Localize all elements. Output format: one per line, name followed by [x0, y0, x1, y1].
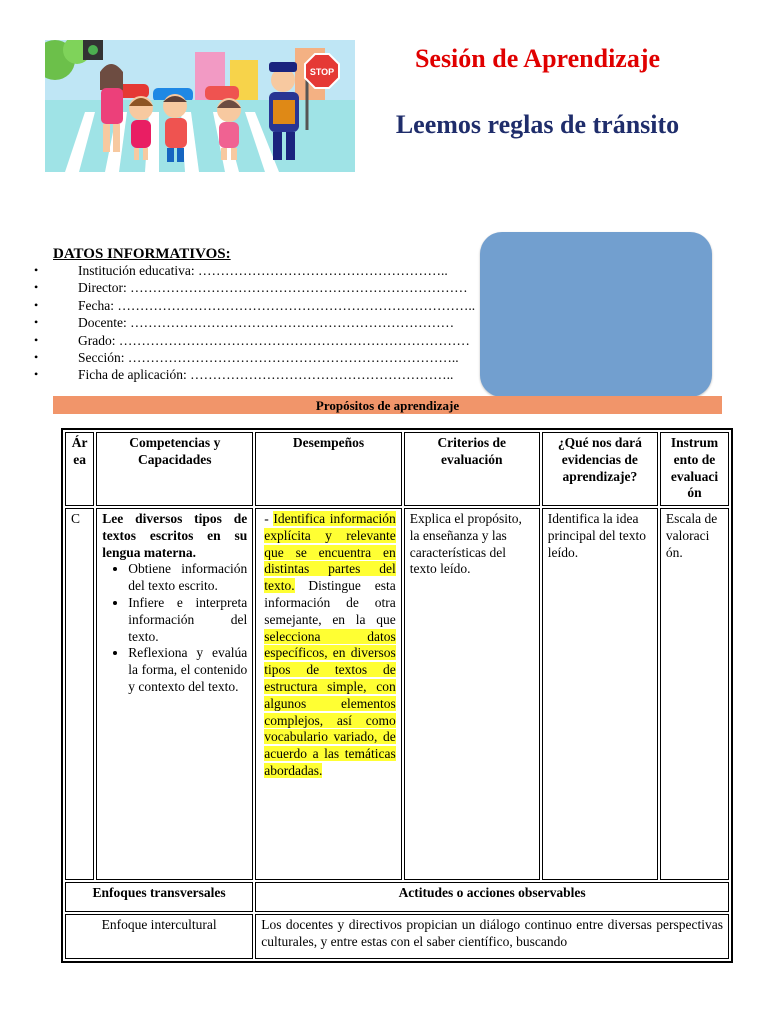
cell-area: C	[65, 508, 94, 880]
datos-dots: …………………………………………………………………	[126, 280, 468, 296]
desempeno-highlight-1: Identifica información explícita y relevante que se encuentra en distintas partes del texto.	[264, 511, 396, 594]
competencia-title: Lee diversos tipos de textos escritos en su lengua materna.	[102, 511, 248, 560]
datos-dots: ………………………………………………………………	[126, 315, 455, 331]
capacidad-item: • Reflexiona y evalúa la forma, el contenido y contexto del texto.	[128, 645, 247, 695]
crosswalk-illustration	[45, 40, 355, 172]
header-criterios: Criterios de evaluación	[404, 432, 540, 506]
enfoques-header: Enfoques transversales	[65, 882, 253, 912]
datos-label: Docente:	[78, 315, 127, 331]
info-box	[480, 232, 712, 397]
header-evidencias: ¿Qué nos dará evidencias de aprendizaje?	[542, 432, 658, 506]
datos-dots: ………………………………………………..	[194, 263, 448, 278]
page-title: Sesión de Aprendizaje	[414, 44, 661, 73]
capacidades-list	[102, 561, 247, 695]
cell-competencias	[96, 508, 253, 880]
capacidad-item: • Obtiene información del texto escrito.	[128, 561, 247, 595]
table-header-row	[65, 432, 729, 506]
bullet-icon: •	[34, 280, 39, 295]
capacidad-item: • Infiere e interpreta información del texto.	[128, 595, 247, 645]
bullet-icon: •	[34, 367, 39, 382]
enfoque-text: Los docentes y directivos propician un diálogo continuo entre diversas perspectivas culturales, y entre estas con el saber científico, buscando	[255, 914, 729, 959]
datos-label: Director:	[78, 280, 127, 296]
datos-dots: ……………………………………………………………………	[115, 332, 470, 348]
enfoque-row	[65, 914, 729, 959]
datos-label: Fecha:	[78, 297, 114, 313]
bullet-icon: •	[34, 297, 39, 312]
datos-label: Sección:	[78, 349, 125, 365]
bullet-icon: •	[34, 349, 39, 364]
bullet-icon: •	[34, 315, 39, 330]
desempeno-highlight-2: selecciona datos específicos, en diversos tipos de textos de estructura simple, con algunos elementos complejos, así como vocabulario variado, de acuerdo a las temáticas abordadas.	[264, 628, 396, 778]
header-area: Ár ea	[65, 432, 94, 506]
header-instrumento: Instrum ento de evaluaci ón	[660, 432, 729, 506]
datos-label: Grado:	[78, 332, 116, 348]
enfoque-name: Enfoque intercultural	[65, 914, 253, 959]
cell-criterios: Explica el propósito, la enseñanza y las características del texto leído.	[404, 508, 540, 880]
header-desempenos: Desempeños	[255, 432, 401, 506]
actitudes-header: Actitudes o acciones observables	[255, 882, 729, 912]
desempeno-text: Distingue esta información de otra semejante, en la que	[264, 578, 396, 627]
cell-instrumento: Escala de valoraci ón.	[660, 508, 729, 880]
bullet-icon: •	[34, 332, 39, 347]
header-illustration	[45, 40, 355, 172]
datos-dots: ………………………………………………………………..	[124, 349, 459, 365]
enfoques-header-row	[65, 882, 729, 912]
datos-dots: ……………………………………………………………………..	[114, 297, 476, 313]
datos-dots: …………………………………………………..	[186, 367, 454, 383]
table-row	[65, 508, 729, 880]
propositos-bar: Propósitos de aprendizaje	[53, 396, 722, 414]
page-subtitle: Leemos reglas de tránsito	[395, 110, 680, 139]
datos-label: Institución educativa:	[78, 263, 195, 278]
datos-label: Ficha de aplicación:	[78, 367, 187, 383]
header-competencias: Competencias y Capacidades	[96, 432, 253, 506]
cell-evidencias: Identifica la idea principal del texto leído.	[542, 508, 658, 880]
datos-heading: DATOS INFORMATIVOS:	[53, 246, 231, 262]
cell-desempenos	[255, 508, 401, 880]
stop-sign-text: STOP	[309, 67, 335, 77]
desempeno-dash: -	[264, 511, 274, 526]
learning-table	[61, 428, 733, 963]
bullet-icon: •	[34, 263, 39, 277]
